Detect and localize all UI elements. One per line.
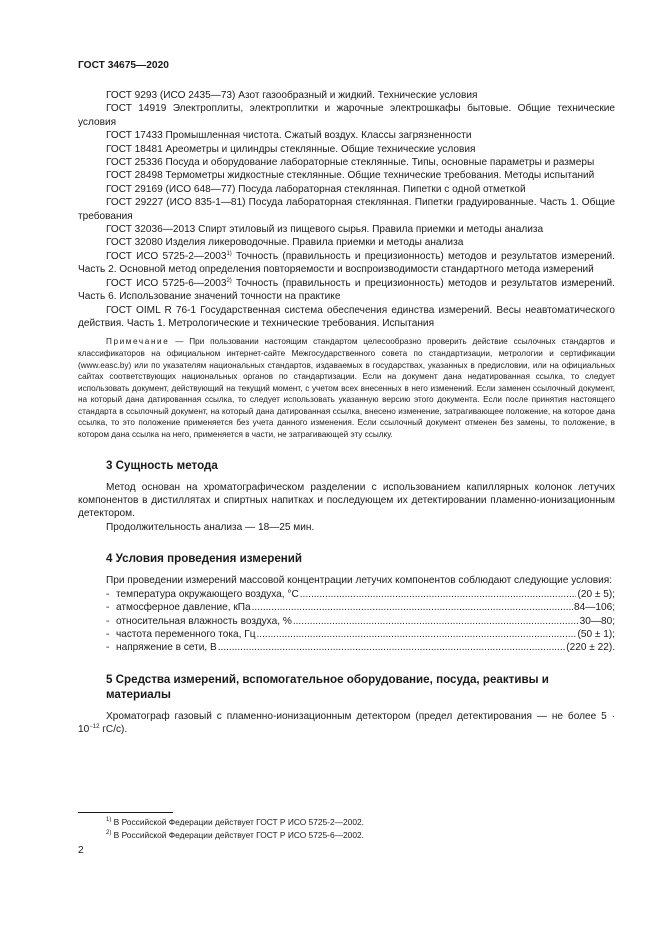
note-text: — При пользовании настоящим стандартом целесообразно проверить действие ссылочных стандартов и классификаторов на официальном интернет-сайте Межгосударственного совета по стандартизации, метрологии и сертификации (www.easc.by) или по указателям национальных стандартов, издаваемых в государствах, указанных в предисловии, или на официальных сайтах соответствующих национальных органов по стандартизации. Если на документ дана недатированная ссылка, то следует использовать документ, действующий на текущий момент, с учетом всех внесенных в него изменений. Если заменен ссылочный документ, на который дана датированная ссылка, то следует использовать указанную версию этого документа. Если после принятия настоящего стандарта в ссылочный документ, на который дана датированная ссылка, внесено изменение, затрагивающее положение, на которое дана ссылка, то это положение применяется без учета данного изменения. Если ссылочный документ отменен без замены, то положение, в котором дана ссылка на него, применяется в части, не затрагивающей эту ссылку. [78,337,615,440]
condition-value: (50 ± 1); [577,628,615,640]
condition-item [106,641,615,654]
reference-title: Точность (правильность и прецизионность) методов и результатов измерений. Часть 2. Основной метод определения повторяемости и воспроизводимости стандартного метода измерений [78,250,615,276]
section-5-text-end: гС/с). [99,724,128,736]
exponent: −12 [89,724,100,731]
reference-code: ГОСТ ИСО 5725-6—2003 [106,277,227,289]
reference-item: ГОСТ 14919 Электроплиты, электроплитки и жарочные электрошкафы бытовые. Общие технические условия [78,103,615,128]
section-5-paragraph [78,710,615,737]
footnote-ref: 2) [226,277,232,284]
section-5-text: Хроматограф газовый с пламенно-ионизационным детектором (предел детектирования — не более 5 · 10 [78,710,615,736]
list-dash: - [106,628,110,640]
list-dash: - [106,642,110,654]
conditions-list [78,588,615,655]
section-5-heading: 5 Средства измерений, вспомогательное оборудование, посуда, реактивы и материалы [106,672,549,701]
footnote-separator [78,812,173,813]
reference-item [78,250,615,277]
footnote-item [106,816,364,829]
reference-item: ГОСТ 25336 Посуда и оборудование лабораторные стеклянные. Типы, основные параметры и размеры [106,157,595,169]
document-header-code: ГОСТ 34675—2020 [78,60,169,71]
footnote-text: В Российской Федерации действует ГОСТ Р ИСО 5725-2—2002. [111,817,364,827]
reference-item [78,277,615,304]
reference-title: Точность (правильность и прецизионность) методов и результатов измерений. Часть 6. Использование значений точности на практике [78,277,615,303]
document-body [78,89,615,737]
reference-item: ГОСТ 29227 (ИСО 835-1—81) Посуда лабораторная стеклянная. Пипетки градуированные. Часть 1. Общие требования [78,197,615,222]
condition-item [106,588,615,601]
reference-item: ГОСТ 28498 Термометры жидкостные стеклянные. Общие технические требования. Методы испытаний [106,170,595,182]
condition-value: (220 ± 22). [566,642,615,654]
footnote-item [106,829,364,842]
condition-label: атмосферное давление, кПа [116,602,251,614]
dot-leader [300,588,577,601]
reference-item: ГОСТ 29169 (ИСО 648—77) Посуда лабораторная стеклянная. Пипетки с одной отметкой [106,183,526,195]
reference-code: ГОСТ ИСО 5725-2—2003 [106,250,227,262]
reference-item: ГОСТ 9293 (ИСО 2435—73) Азот газообразный и жидкий. Технические условия [106,90,478,101]
reference-item: ГОСТ 17433 Промышленная чистота. Сжатый воздух. Классы загрязненности [106,130,472,142]
condition-value: 30—80; [579,615,615,627]
note-paragraph [78,336,615,440]
condition-value: 84—106; [574,602,615,614]
dot-leader [293,615,579,628]
condition-value: (20 ± 5); [577,588,615,600]
footnote-ref: 1) [226,250,232,257]
list-dash: - [106,615,110,627]
reference-item: ГОСТ OIML R 76-1 Государственная система обеспечения единства измерений. Весы неавтоматического действия. Часть 1. Метрологические и технические требования. Испытания [78,304,615,329]
condition-label: температура окружающего воздуха, °С [116,588,299,600]
condition-label: относительная влажность воздуха, % [116,615,292,627]
section-4-heading: 4 Условия проведения измерений [106,552,303,566]
note-label: Примечание [106,337,170,347]
section-3-paragraph: Метод основан на хроматографическом разделении с использованием капиллярных колонок летучих компонентов в дистиллятах и спиртных напитках и последующем их детектировании пламенно-ионизационным детектором. [78,481,615,520]
dot-leader [218,641,566,654]
list-dash: - [106,602,110,614]
normative-references-list [78,89,615,330]
footnotes [106,816,364,842]
reference-item: ГОСТ 32036—2013 Спирт этиловый из пищевого сырья. Правила приемки и методы анализа [106,224,544,236]
section-3-paragraph: Продолжительность анализа — 18—25 мин. [106,521,315,533]
condition-item [106,601,615,614]
section-3-heading: 3 Сущность метода [106,458,218,472]
reference-item: ГОСТ 32080 Изделия ликероводочные. Правила приемки и методы анализа [106,237,464,249]
dot-leader [256,628,576,641]
section-4-intro: При проведении измерений массовой концентрации летучих компонентов соблюдают следующие условия: [106,575,613,587]
list-dash: - [106,588,110,600]
footnote-text: В Российской Федерации действует ГОСТ Р ИСО 5725-6—2002. [111,830,364,840]
condition-item [106,628,615,641]
condition-item [106,615,615,628]
reference-item: ГОСТ 18481 Ареометры и цилиндры стеклянные. Общие технические условия [106,143,476,155]
footnote-mark: 2) [106,830,112,836]
footnote-mark: 1) [106,817,112,823]
condition-label: частота переменного тока, Гц [116,628,256,640]
page-number: 2 [78,845,84,856]
condition-label: напряжение в сети, В [116,642,217,654]
dot-leader [252,601,573,614]
